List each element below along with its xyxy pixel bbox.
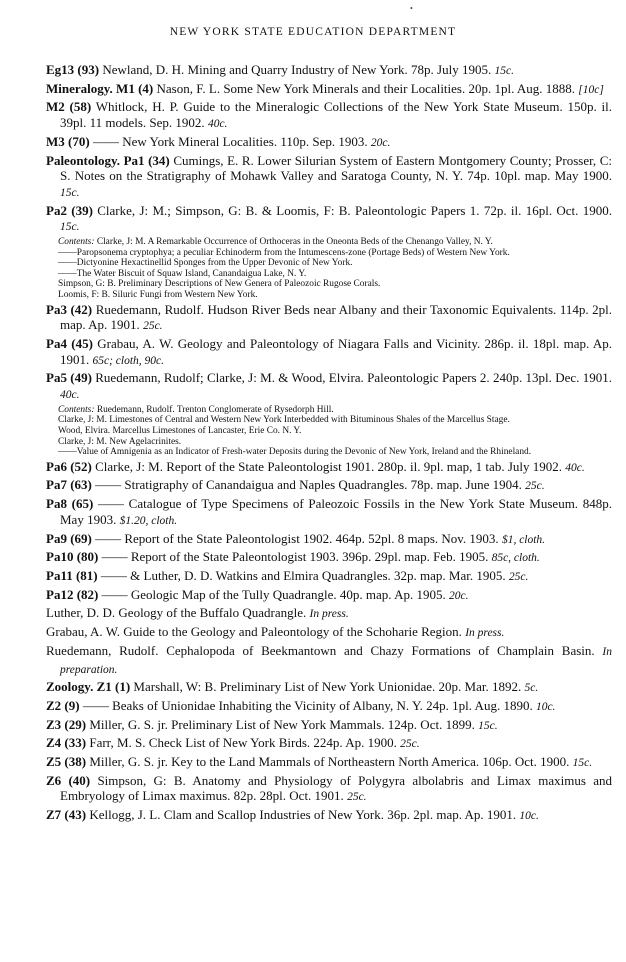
entry-text: —— New York Mineral Localities. 110p. Sep. 1903. bbox=[92, 133, 368, 149]
entry-price: $1.20, cloth. bbox=[119, 514, 178, 527]
entry-code: Pa3 (42) bbox=[46, 301, 93, 317]
bibliography-entry bbox=[46, 605, 612, 623]
contents-item bbox=[46, 290, 612, 301]
contents-text: ——Paropsonema cryptophya; a peculiar Echinoderm from the Intumescens-zone (Portage Beds) of Western New York. bbox=[58, 247, 510, 258]
entry-code: Pa4 (45) bbox=[46, 336, 93, 351]
entry-price: 5c. bbox=[524, 682, 539, 695]
entry-code: Pa9 (69) bbox=[46, 530, 92, 546]
entry-code: Pa7 (63) bbox=[46, 477, 92, 493]
contents-item bbox=[46, 279, 612, 290]
entry-text: —— Stratigraphy of Canandaigua and Naples Quadrangles. 78p. map. June 1904. bbox=[95, 477, 522, 493]
entry-code: Z5 (38) bbox=[46, 754, 87, 770]
entry-text: Miller, G. S. jr. Key to the Land Mammals of Northeastern North America. 106p. Oct. 1900. bbox=[89, 754, 570, 770]
entry-code: Z6 (40) bbox=[46, 772, 91, 788]
entry-price: 40c. bbox=[207, 118, 228, 131]
contents-label: Contents: bbox=[58, 237, 95, 248]
entry-price: 65c; cloth, 90c. bbox=[92, 354, 165, 367]
entry-text: Ruedemann, Rudolf. Hudson River Beds near Albany and their Taxonomic Equivalents. 114p. 2pl. map. Ap. 1901. bbox=[60, 301, 612, 333]
contents-item bbox=[46, 447, 612, 458]
bibliography-entry bbox=[46, 549, 612, 567]
contents-item bbox=[46, 237, 612, 248]
bibliography-entry bbox=[46, 643, 612, 678]
entry-code: Paleontology. Pa1 (34) bbox=[46, 152, 170, 168]
entry-text: —— Catalogue of Type Specimens of Paleozoic Fossils in the New York State Museum. 848p. May 1903. bbox=[60, 496, 612, 527]
entry-text: Ruedemann, Rudolf; Clarke, J: M. & Wood, Elvira. Paleontologic Papers 2. 240p. 13pl. Dec. 1901. bbox=[95, 370, 612, 386]
entry-text: Kellogg, J. L. Clam and Scallop Industries of New York. 36p. 2pl. map. Ap. 1901. bbox=[89, 807, 517, 823]
entry-code: Pa12 (82) bbox=[46, 586, 99, 602]
entry-price: 20c. bbox=[370, 136, 391, 149]
entry-code: Pa2 (39) bbox=[46, 202, 93, 218]
entry-price: 20c. bbox=[448, 589, 469, 602]
entry-price: 15c. bbox=[478, 719, 498, 732]
bibliography-entry bbox=[46, 336, 612, 369]
bibliography-entry bbox=[46, 477, 612, 495]
entry-code: Z2 (9) bbox=[46, 697, 80, 713]
entry-code: Z7 (43) bbox=[46, 807, 87, 823]
entry-code: Pa5 (49) bbox=[46, 370, 92, 386]
entry-price: [10c] bbox=[578, 83, 604, 96]
bibliography-entry bbox=[46, 496, 612, 529]
entry-price: 25c. bbox=[143, 320, 163, 333]
entry-text: Grabau, A. W. Geology and Paleontology of Niagara Falls and Vicinity. 286p. il. 18pl. map. Ap. 1901. bbox=[60, 336, 612, 367]
contents-label: Contents: bbox=[58, 404, 95, 415]
entry-price: 25c. bbox=[525, 480, 545, 493]
entry-text: Miller, G. S. jr. Preliminary List of New York Mammals. 124p. Oct. 1899. bbox=[89, 716, 475, 732]
entry-text: Ruedemann, Rudolf. Cephalopoda of Beekmantown and Chazy Formations of Champlain Basin. bbox=[46, 642, 595, 658]
entry-price: 25c. bbox=[508, 571, 529, 583]
contents-item bbox=[46, 415, 612, 426]
contents-item bbox=[46, 258, 612, 269]
entry-text: Whitlock, H. P. Guide to the Mineralogic Collections of the New York State Museum. 150p. il. 39pl. 11 models. Sep. 1902. bbox=[60, 99, 613, 131]
bibliography-list bbox=[46, 62, 612, 826]
contents-text: Clarke, J: M. New Agelacrinites. bbox=[58, 436, 182, 447]
bibliography-entry bbox=[46, 134, 612, 152]
entry-price: 15c. bbox=[572, 757, 593, 770]
entry-code: M2 (58) bbox=[46, 99, 92, 115]
entry-price: 15c. bbox=[60, 221, 80, 234]
entry-text: Clarke, J: M. Report of the State Paleontologist 1901. 280p. il. 9pl. map, 1 tab. July 1902. bbox=[95, 458, 562, 474]
entry-price: 10c. bbox=[535, 700, 556, 713]
entry-text: Simpson, G: B. Anatomy and Physiology of Polygyra albolabris and Limax maximus and Embryology of Limax maximus. 82p. 28pl. Oct. 1901. bbox=[60, 772, 612, 804]
contents-item bbox=[46, 437, 612, 448]
contents-text: Clarke, J: M. A Remarkable Occurrence of Orthoceras in the Oneonta Beds of the Chenango Valley, N. Y. bbox=[96, 237, 493, 248]
bibliography-entry bbox=[46, 568, 612, 586]
entry-text: —— Geologic Map of the Tully Quadrangle. 40p. map. Ap. 1905. bbox=[101, 586, 446, 602]
bibliography-entry bbox=[46, 717, 612, 735]
entry-price: In preparation. bbox=[60, 645, 612, 676]
bibliography-entry bbox=[46, 773, 612, 806]
bibliography-entry bbox=[46, 587, 612, 605]
bibliography-entry bbox=[46, 679, 612, 697]
bibliography-entry bbox=[46, 807, 612, 825]
bibliography-entry bbox=[46, 459, 612, 477]
entry-text: Clarke, J: M.; Simpson, G: B. & Loomis, F: B. Paleontologic Papers 1. 72p. il. 16pl. Oct. 1900. bbox=[97, 202, 612, 218]
bibliography-entry bbox=[46, 531, 612, 549]
contents-item bbox=[46, 426, 612, 437]
bibliography-entry bbox=[46, 99, 612, 132]
bibliography-entry bbox=[46, 698, 612, 716]
entry-text: Newland, D. H. Mining and Quarry Industry of New York. 78p. July 1905. bbox=[102, 62, 492, 77]
contents-text: ——The Water Biscuit of Squaw Island, Canandaigua Lake, N. Y. bbox=[58, 268, 307, 279]
entry-price: $1, cloth. bbox=[501, 533, 546, 546]
entry-code: Pa11 (81) bbox=[46, 568, 98, 583]
bibliography-entry bbox=[46, 624, 612, 642]
entry-code: Mineralogy. M1 (4) bbox=[46, 80, 154, 96]
contents-text: ——Dictyonine Hexactinellid Sponges from the Upper Devonic of New York. bbox=[58, 258, 353, 269]
entry-text: Luther, D. D. Geology of the Buffalo Quadrangle. bbox=[46, 605, 307, 621]
bibliography-entry bbox=[46, 754, 612, 772]
bibliography-entry bbox=[46, 302, 612, 335]
entry-text: —— Report of the State Paleontologist 1902. 464p. 52pl. 8 maps. Nov. 1903. bbox=[95, 530, 499, 546]
entry-code: Pa10 (80) bbox=[46, 549, 99, 565]
contents-text: Clarke, J: M. Limestones of Central and Western New York Interbedded with Bituminous Shales of the Marcellus Stage. bbox=[58, 415, 510, 426]
contents-list bbox=[46, 237, 612, 301]
bibliography-entry bbox=[46, 153, 612, 202]
entry-text: —— Report of the State Paleontologist 1903. 396p. 29pl. map. Feb. 1905. bbox=[101, 549, 489, 565]
entry-code: M3 (70) bbox=[46, 133, 90, 149]
entry-code: Z3 (29) bbox=[46, 716, 87, 732]
running-header: NEW YORK STATE EDUCATION DEPARTMENT bbox=[169, 26, 457, 38]
entry-price: 10c. bbox=[519, 810, 539, 823]
bibliography-entry bbox=[46, 370, 612, 403]
entry-code: Z4 (33) bbox=[46, 735, 87, 751]
contents-text: ——Value of Amnigenia as an Indicator of Fresh-water Deposits during the Devonic of New York, Ireland and the Rhineland. bbox=[58, 447, 532, 458]
entry-price: 25c. bbox=[347, 791, 367, 804]
entry-text: Cumings, E. R. Lower Silurian System of Eastern Montgomery County; Prosser, C: S. Notes on the Stratigraphy of Mohawk Valley and Saratoga County, N. Y. 74p. 10pl. map. May 1900. bbox=[60, 152, 612, 184]
bibliography-entry bbox=[46, 81, 612, 99]
print-speck: • bbox=[410, 4, 413, 13]
contents-text: Wood, Elvira. Marcellus Limestones of Lancaster, Erie Co. N. Y. bbox=[58, 426, 302, 436]
bibliography-entry bbox=[46, 62, 612, 80]
entry-price: 40c. bbox=[565, 461, 585, 474]
bibliography-entry bbox=[46, 735, 612, 753]
entry-price: In press. bbox=[465, 627, 505, 640]
entry-code: Zoology. Z1 (1) bbox=[46, 679, 131, 695]
entry-code: Pa6 (52) bbox=[46, 458, 92, 474]
entry-price: 85c, cloth. bbox=[491, 552, 540, 565]
entry-price: 15c. bbox=[60, 186, 80, 199]
entry-code: Pa8 (65) bbox=[46, 496, 94, 512]
bibliography-entry bbox=[46, 203, 612, 236]
entry-text: —— Beaks of Unionidae Inhabiting the Vicinity of Albany, N. Y. 24p. 1pl. Aug. 1890. bbox=[82, 697, 533, 713]
entry-text: Grabau, A. W. Guide to the Geology and Paleontology of the Schoharie Region. bbox=[46, 624, 462, 640]
entry-text: Marshall, W: B. Preliminary List of New York Unionidae. 20p. Mar. 1892. bbox=[133, 679, 522, 695]
entry-text: Nason, F. L. Some New York Minerals and their Localities. 20p. 1pl. Aug. 1888. bbox=[156, 80, 576, 96]
contents-list bbox=[46, 405, 612, 458]
entry-text: Farr, M. S. Check List of New York Birds. 224p. Ap. 1900. bbox=[89, 735, 397, 751]
entry-code: Eg13 (93) bbox=[46, 62, 100, 77]
entry-price: In press. bbox=[309, 608, 349, 621]
contents-item bbox=[46, 269, 612, 280]
contents-item bbox=[46, 405, 612, 416]
contents-text: Ruedemann, Rudolf. Trenton Conglomerate of Rysedorph Hill. bbox=[96, 404, 334, 415]
entry-text: —— & Luther, D. D. Watkins and Elmira Quadrangles. 32p. map. Mar. 1905. bbox=[100, 568, 506, 583]
entry-price: 40c. bbox=[60, 389, 80, 402]
contents-item bbox=[46, 248, 612, 259]
entry-price: 15c. bbox=[494, 65, 514, 77]
contents-text: Loomis, F: B. Siluric Fungi from Western New York. bbox=[58, 290, 258, 300]
entry-price: 25c. bbox=[400, 738, 420, 751]
contents-text: Simpson, G: B. Preliminary Descriptions of New Genera of Paleozoic Rugose Corals. bbox=[58, 279, 381, 290]
